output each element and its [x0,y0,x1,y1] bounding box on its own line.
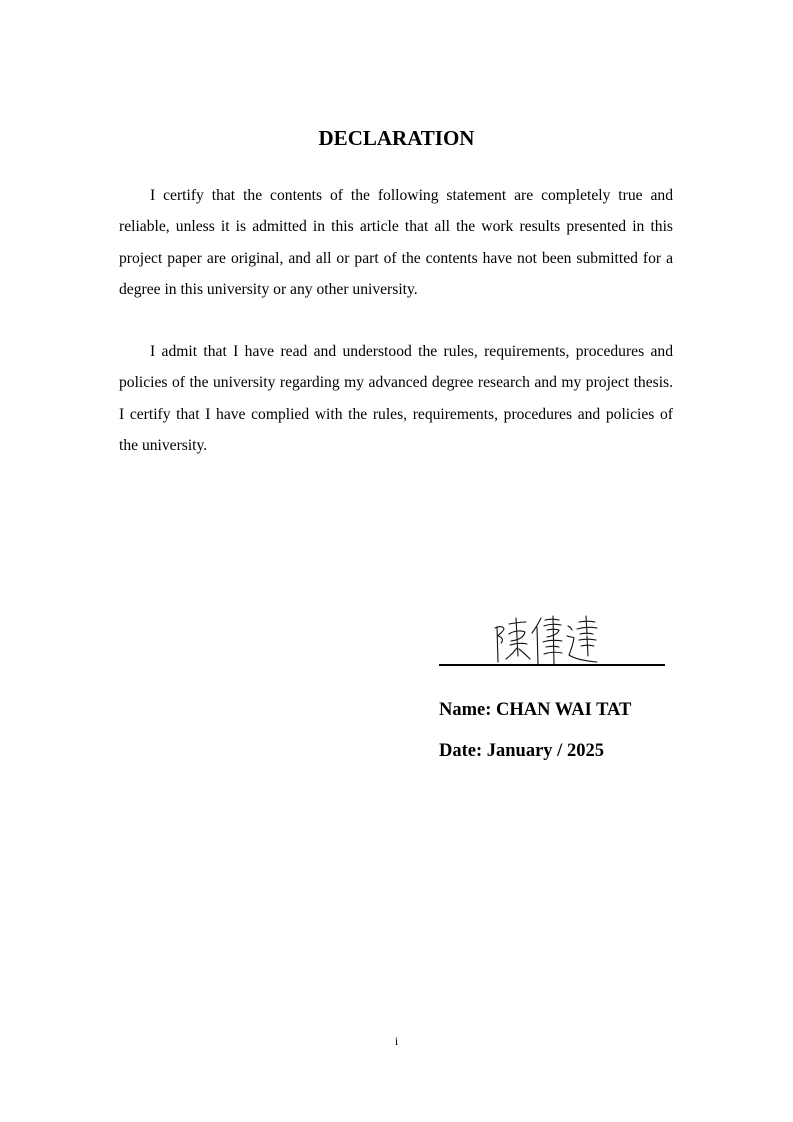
page-number: i [394,1034,399,1048]
page-title: DECLARATION [318,126,475,150]
declaration-date: Date: January / 2025 [439,741,604,761]
handwritten-signature [489,612,604,670]
signature-line [439,664,665,666]
signatory-name: Name: CHAN WAI TAT [439,700,632,720]
certification-paragraph: I certify that the contents of the following statement are completely true and reliable, unless it is admitted in this article that all the work results presented in this project paper are original, and all or part of the contents have not been submitted for a degree in this university or any other university. [119,187,673,298]
compliance-paragraph: I admit that I have read and understood the rules, requirements, procedures and policies of the university regarding my advanced degree research and my project thesis. I certify that I have complied with the rules, requirements, procedures and policies of the university. [119,343,673,454]
